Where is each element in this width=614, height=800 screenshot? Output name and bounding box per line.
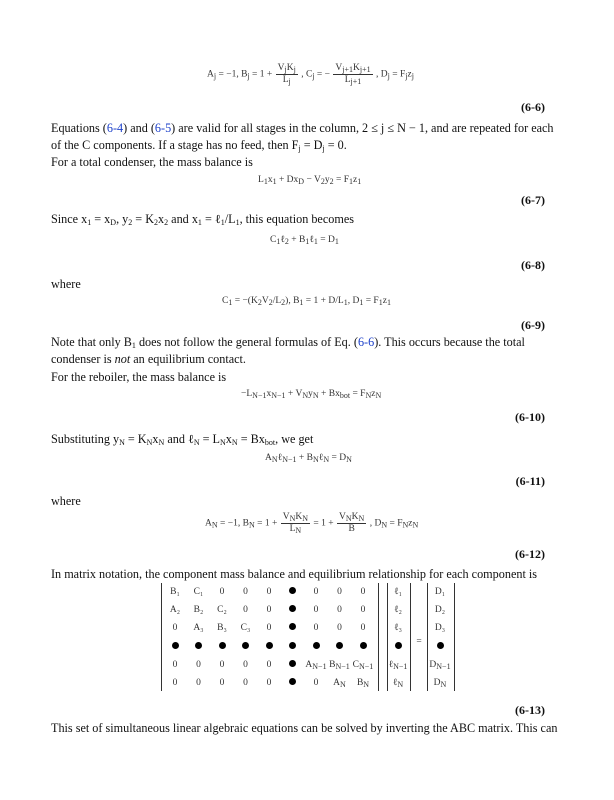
matrix-cell: C₁ bbox=[193, 587, 204, 597]
equation-6-6: $A_j = -1$, $B_j = 1$ + $\frac{V_jK_j}{L_j}$ , $C_j$ = − $\frac{V_{j+1}K_{j+1}}{L_{j+1}}$ , $D_j = F_jz_j$ bbox=[207, 63, 414, 86]
d-vector-cell: D₃ bbox=[434, 623, 446, 633]
matrix-cell: C₂ bbox=[217, 605, 227, 615]
matrix-cell: C₃ bbox=[240, 623, 251, 633]
matrix-cell: $B_{N-1}$ bbox=[329, 660, 350, 671]
matrix-cell: 0 bbox=[360, 605, 366, 615]
matrix-cell: 0 bbox=[172, 660, 178, 670]
matrix-cell bbox=[187, 642, 211, 652]
matrix-cell: A₃ bbox=[193, 623, 204, 633]
matrix-cell bbox=[234, 642, 258, 652]
l-vector-cell: ℓ₂ bbox=[394, 605, 402, 615]
matrix-cell: 0 bbox=[313, 623, 319, 633]
equation-number-6-8: (6-8) bbox=[521, 258, 545, 272]
matrix-cell: 0 bbox=[266, 623, 272, 633]
paragraph-equations-valid: Equations (6-4) and (6-5) are valid for all stages in the column, 2 ≤ j ≤ N − 1, and are repeated for each of the C components. If a stage has no feed, then $F_j = D_j = 0$. bbox=[51, 121, 554, 153]
matrix-cell: 0 bbox=[313, 678, 319, 688]
matrix-cell: $A_{N-1}$ bbox=[305, 660, 327, 671]
d-vector-cell: $D_N$ bbox=[433, 678, 447, 689]
matrix-cell: B₁ bbox=[170, 587, 180, 597]
equation-6-7: $L_1x_1 + Dx_D - V_2y_2 = F_1z_1$ bbox=[258, 175, 362, 186]
equation-6-12: $A_N = -1$, $B_N = 1$ + $\frac{V_NK_N}{L_N}$ = 1 + $\frac{V_NK_N}{B}$ , $D_N = F_Nz_N$ bbox=[205, 512, 419, 535]
d-vector-cell: $D_{N-1}$ bbox=[429, 660, 451, 671]
l-vector bbox=[387, 583, 411, 691]
matrix-cell bbox=[351, 642, 375, 652]
matrix-cell bbox=[257, 642, 281, 652]
matrix-cell bbox=[328, 642, 352, 652]
matrix-cell bbox=[304, 642, 328, 652]
matrix-cell bbox=[281, 623, 305, 633]
equation-6-8: $C_1\ell_2$ + $B_1\ell_1 = D_1$ bbox=[270, 235, 339, 246]
paragraph-since: Since $x_1 = x_D$, $y_2 = K_2x_2$ and $x_1$ = $\ell_1/L_1$, this equation becomes bbox=[51, 212, 354, 227]
matrix-cell: B₃ bbox=[217, 623, 227, 633]
matrix-cell bbox=[163, 642, 187, 652]
equation-link-6-4[interactable]: 6-4 bbox=[106, 121, 124, 135]
l-vector-cell: ℓ₁ bbox=[394, 587, 402, 597]
l-vector-cell bbox=[386, 642, 410, 652]
paragraph-total-condenser: For a total condenser, the mass balance is bbox=[51, 155, 253, 169]
equation-link-6-5[interactable]: 6-5 bbox=[154, 121, 172, 135]
matrix-cell: 0 bbox=[243, 605, 248, 615]
matrix-cell: 0 bbox=[266, 660, 272, 670]
d-vector bbox=[427, 583, 455, 691]
paragraph-note-b1: Note that only $B_1$ does not follow the general formulas of Eq. (6-6). This occurs because the total condenser is not an equilibrium contact. bbox=[51, 335, 525, 366]
equation-6-11: $A_N\ell_{N-1}$ + $B_N\ell_N = D_N$ bbox=[265, 453, 352, 464]
matrix-cell: 0 bbox=[313, 605, 319, 615]
matrix-cell: $B_N$ bbox=[356, 678, 370, 689]
matrix-cell: 0 bbox=[337, 605, 342, 615]
equation-6-10: $-L_{N-1}x_{N-1} + V_Ny_N + Bx_{bot} = F_Nz_N$ bbox=[241, 389, 382, 400]
paragraph-matrix-notation: In matrix notation, the component mass balance and equilibrium relationship for each component is bbox=[51, 567, 538, 581]
equation-number-6-13: (6-13) bbox=[515, 703, 545, 717]
matrix-cell: 0 bbox=[172, 623, 178, 633]
paragraph-inverting: This set of simultaneous linear algebraic equations can be solved by inverting the ABC matrix. This can bbox=[51, 721, 558, 735]
where-label-2: where bbox=[51, 494, 81, 508]
matrix-cell: 0 bbox=[219, 587, 225, 597]
matrix-cell bbox=[210, 642, 234, 652]
l-vector-cell: ℓ$_N$ bbox=[392, 678, 404, 689]
matrix-cell: 0 bbox=[360, 623, 366, 633]
matrix-cell: 0 bbox=[243, 587, 248, 597]
equation-6-9: $C_1 = -(K_2V_2/L_2)$, $B_1 = 1 + D/L_1$, $D_1 = F_1z_1$ bbox=[222, 296, 391, 307]
matrix-cell: 0 bbox=[196, 660, 201, 670]
matrix-cell: 0 bbox=[337, 587, 342, 597]
equals-sign: = bbox=[416, 637, 422, 647]
matrix-cell: 0 bbox=[313, 587, 319, 597]
matrix-cell: 0 bbox=[266, 678, 272, 688]
l-vector-cell: ℓ₃ bbox=[394, 623, 402, 633]
d-vector-cell: D₂ bbox=[434, 605, 446, 615]
equation-number-6-10: (6-10) bbox=[515, 410, 545, 424]
matrix-cell: B₂ bbox=[193, 605, 204, 615]
paragraph-substituting: Substituting $y_N = K_Nx_N$ and ℓ$_N$ = $L_Nx_N = Bx_{bot}$, we get bbox=[51, 432, 314, 447]
matrix-cell: $A_N$ bbox=[333, 678, 346, 689]
matrix-cell: 0 bbox=[219, 660, 225, 670]
where-label: where bbox=[51, 277, 81, 291]
matrix-cell bbox=[281, 642, 305, 652]
matrix-cell: 0 bbox=[172, 678, 178, 688]
matrix-cell: 0 bbox=[219, 678, 225, 688]
matrix-cell: 0 bbox=[360, 587, 366, 597]
matrix-cell: 0 bbox=[266, 587, 272, 597]
matrix-cell: A₂ bbox=[169, 605, 181, 615]
equation-number-6-7: (6-7) bbox=[521, 193, 545, 207]
matrix-cell bbox=[281, 660, 305, 670]
equation-number-6-6: (6-6) bbox=[521, 100, 545, 114]
equation-number-6-12: (6-12) bbox=[515, 547, 545, 561]
matrix-cell bbox=[281, 587, 305, 597]
matrix-cell bbox=[281, 678, 305, 688]
equation-number-6-11: (6-11) bbox=[515, 474, 545, 488]
matrix-cell: 0 bbox=[243, 660, 248, 670]
abc-matrix bbox=[161, 583, 379, 691]
paragraph-reboiler: For the reboiler, the mass balance is bbox=[51, 370, 227, 384]
equation-number-6-9: (6-9) bbox=[521, 318, 545, 332]
matrix-cell: 0 bbox=[243, 678, 248, 688]
d-vector-cell bbox=[428, 642, 452, 652]
l-vector-cell: ℓ$_{N-1}$ bbox=[388, 660, 408, 671]
matrix-cell: 0 bbox=[196, 678, 201, 688]
matrix-cell bbox=[281, 605, 305, 615]
d-vector-cell: D₁ bbox=[434, 587, 446, 597]
matrix-cell: $C_{N-1}$ bbox=[352, 660, 374, 671]
equation-link-6-6[interactable]: 6-6 bbox=[357, 335, 375, 349]
matrix-cell: 0 bbox=[266, 605, 272, 615]
matrix-cell: 0 bbox=[337, 623, 342, 633]
